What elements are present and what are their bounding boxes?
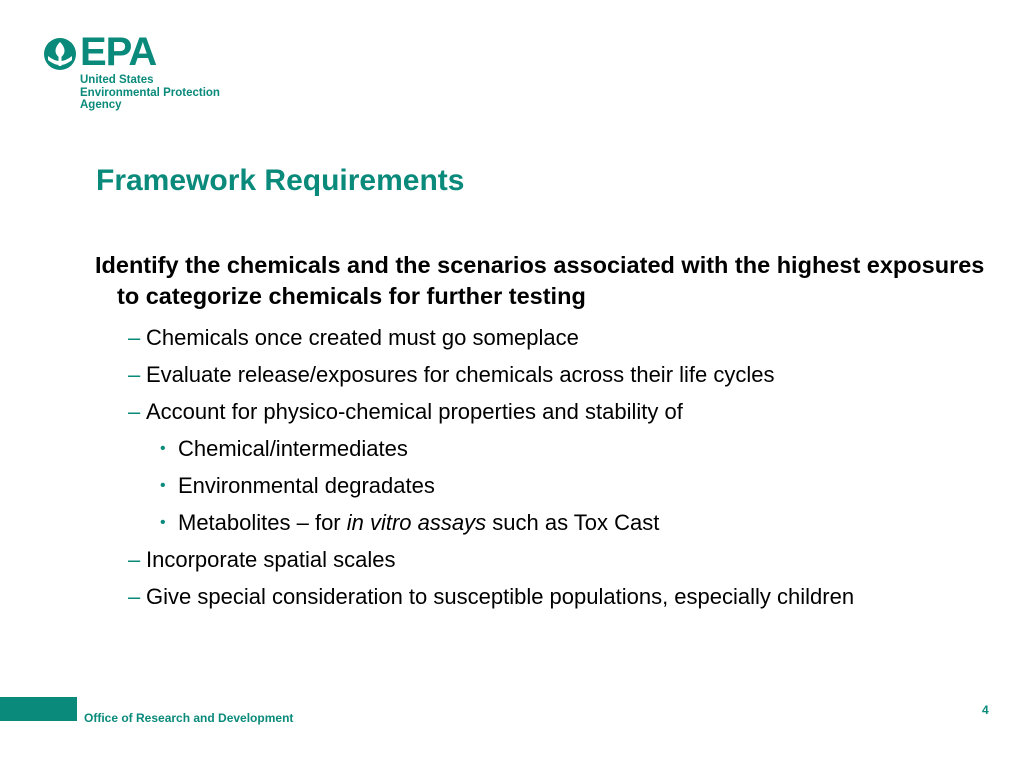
list-item-text: Incorporate spatial scales bbox=[146, 547, 396, 572]
agency-name bbox=[80, 74, 220, 112]
epa-flower-icon bbox=[42, 36, 78, 72]
bullet-marker: • bbox=[160, 440, 166, 457]
footer-accent-bar bbox=[0, 697, 77, 721]
epa-logo bbox=[42, 30, 242, 116]
dash-marker: – bbox=[128, 547, 141, 572]
epa-wordmark: EPA bbox=[80, 30, 157, 74]
page-number: 4 bbox=[982, 703, 989, 717]
list-item bbox=[128, 397, 908, 427]
text-before: Metabolites – for bbox=[178, 510, 347, 535]
slide-title: Framework Requirements bbox=[96, 164, 465, 197]
dash-marker: – bbox=[128, 399, 141, 424]
sub-list-item bbox=[160, 471, 860, 501]
bullet-marker: • bbox=[160, 477, 166, 494]
dash-marker: – bbox=[128, 325, 141, 350]
list-item-text: Chemicals once created must go someplace bbox=[146, 325, 579, 350]
sub-list-item bbox=[160, 508, 860, 538]
main-point: Identify the chemicals and the scenarios associated with the highest exposures to categorize chemicals for further testing bbox=[95, 252, 985, 309]
sub-list-item-text: Environmental degradates bbox=[178, 473, 435, 498]
text-italic: in vitro assays bbox=[346, 510, 487, 535]
text-after: such as Tox Cast bbox=[486, 510, 660, 535]
list-item-text: Account for physico-chemical properties and stability of bbox=[146, 399, 683, 424]
dash-marker: – bbox=[128, 584, 141, 609]
agency-line-3: Agency bbox=[80, 99, 122, 111]
dash-marker: – bbox=[128, 362, 141, 387]
sub-list-item bbox=[160, 434, 860, 464]
list-item-text: Give special consideration to susceptible populations, especially children bbox=[146, 584, 855, 609]
list-item bbox=[128, 323, 908, 353]
sub-list-item-text: Chemical/intermediates bbox=[178, 436, 408, 461]
agency-line-2: Environmental Protection bbox=[80, 86, 220, 99]
list-item bbox=[128, 545, 908, 575]
agency-line-1: United States bbox=[80, 74, 154, 86]
list-item-text: Evaluate release/exposures for chemicals across their life cycles bbox=[146, 362, 775, 387]
list-item bbox=[128, 360, 908, 390]
list-item bbox=[128, 582, 888, 612]
footer-office: Office of Research and Development bbox=[84, 711, 294, 725]
sub-list-item-text bbox=[160, 508, 860, 538]
bullet-marker: • bbox=[160, 514, 166, 531]
